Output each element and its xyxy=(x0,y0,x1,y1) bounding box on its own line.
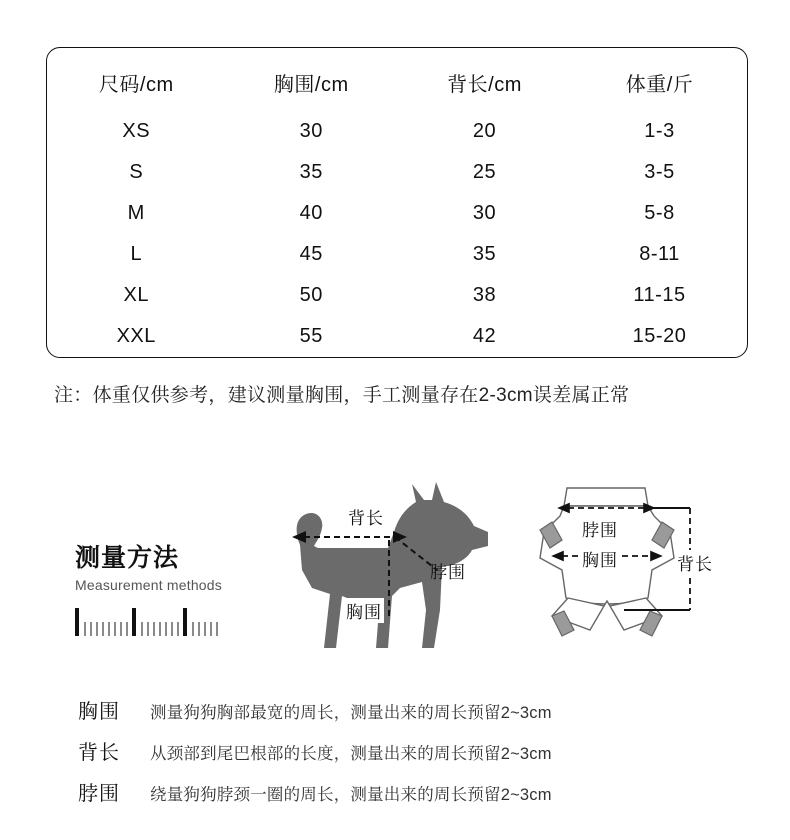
definition-row xyxy=(78,777,718,806)
cell-back: 42 xyxy=(472,324,497,347)
definition-term: 脖围 xyxy=(78,783,120,805)
ruler-icon xyxy=(75,606,210,636)
cell-size: L xyxy=(130,242,143,265)
cell-back: 20 xyxy=(472,119,497,142)
table-row xyxy=(47,193,747,234)
measurement-title-cn: 测量方法 xyxy=(75,544,180,572)
cell-size: XL xyxy=(123,283,149,306)
cell-weight: 11-15 xyxy=(633,283,686,306)
cell-chest: 50 xyxy=(299,283,323,306)
dog-neck-label: 脖围 xyxy=(430,563,466,582)
size-chart-note: 注：体重仅供参考，建议测量胸围，手工测量存在2-3cm误差属正常 xyxy=(54,385,630,406)
table-row xyxy=(47,111,747,152)
header-weight: 体重/斤 xyxy=(625,73,694,96)
dog-measurement-diagram xyxy=(282,470,502,655)
cell-back: 35 xyxy=(472,242,497,265)
table-row xyxy=(47,275,747,316)
cell-weight: 5-8 xyxy=(644,201,675,224)
cell-size: XXL xyxy=(116,324,156,347)
definition-term: 背长 xyxy=(78,742,120,764)
cell-weight: 15-20 xyxy=(632,324,687,347)
cell-back: 38 xyxy=(472,283,497,306)
measurement-definitions xyxy=(78,695,718,818)
cell-size: XS xyxy=(122,119,151,142)
cell-back: 25 xyxy=(472,160,497,183)
dog-chest-label: 胸围 xyxy=(344,598,384,623)
table-row xyxy=(47,316,747,357)
garment-neck-label: 脖围 xyxy=(580,516,620,541)
garment-chest-label: 胸围 xyxy=(580,546,620,571)
definition-description: 绕量狗狗脖颈一圈的周长，测量出来的周长预留2~3cm xyxy=(150,786,552,804)
cell-chest: 55 xyxy=(299,324,323,347)
header-size: 尺码/cm xyxy=(98,73,174,96)
garment-measurement-diagram xyxy=(512,470,747,655)
cell-weight: 3-5 xyxy=(644,160,675,183)
cell-chest: 45 xyxy=(299,242,323,265)
measurement-title-en: Measurement methods xyxy=(75,576,222,593)
cell-chest: 30 xyxy=(299,119,323,142)
garment-back-length-label: 背长 xyxy=(675,550,715,575)
cell-weight: 1-3 xyxy=(644,119,675,142)
garment-collar xyxy=(564,488,648,506)
dog-measure-lines xyxy=(282,470,502,655)
definition-description: 从颈部到尾巴根部的长度，测量出来的周长预留2~3cm xyxy=(150,745,552,763)
cell-size: S xyxy=(129,160,144,183)
size-chart-box xyxy=(46,47,748,358)
cell-chest: 35 xyxy=(299,160,323,183)
definition-row xyxy=(78,736,718,765)
table-header-row xyxy=(47,48,747,111)
cell-weight: 8-11 xyxy=(639,242,680,265)
dog-back-length-label: 背长 xyxy=(346,504,386,529)
header-chest: 胸围/cm xyxy=(273,73,349,96)
size-chart-table xyxy=(47,48,747,357)
cell-back: 30 xyxy=(472,201,497,224)
table-row xyxy=(47,234,747,275)
measurement-title-block xyxy=(75,545,295,636)
cell-chest: 40 xyxy=(299,201,323,224)
definition-term: 胸围 xyxy=(78,701,120,723)
header-back: 背长/cm xyxy=(447,73,522,96)
cell-size: M xyxy=(127,201,145,224)
definition-row xyxy=(78,695,718,724)
definition-description: 测量狗狗胸部最宽的周长，测量出来的周长预留2~3cm xyxy=(150,704,552,722)
table-row xyxy=(47,152,747,193)
